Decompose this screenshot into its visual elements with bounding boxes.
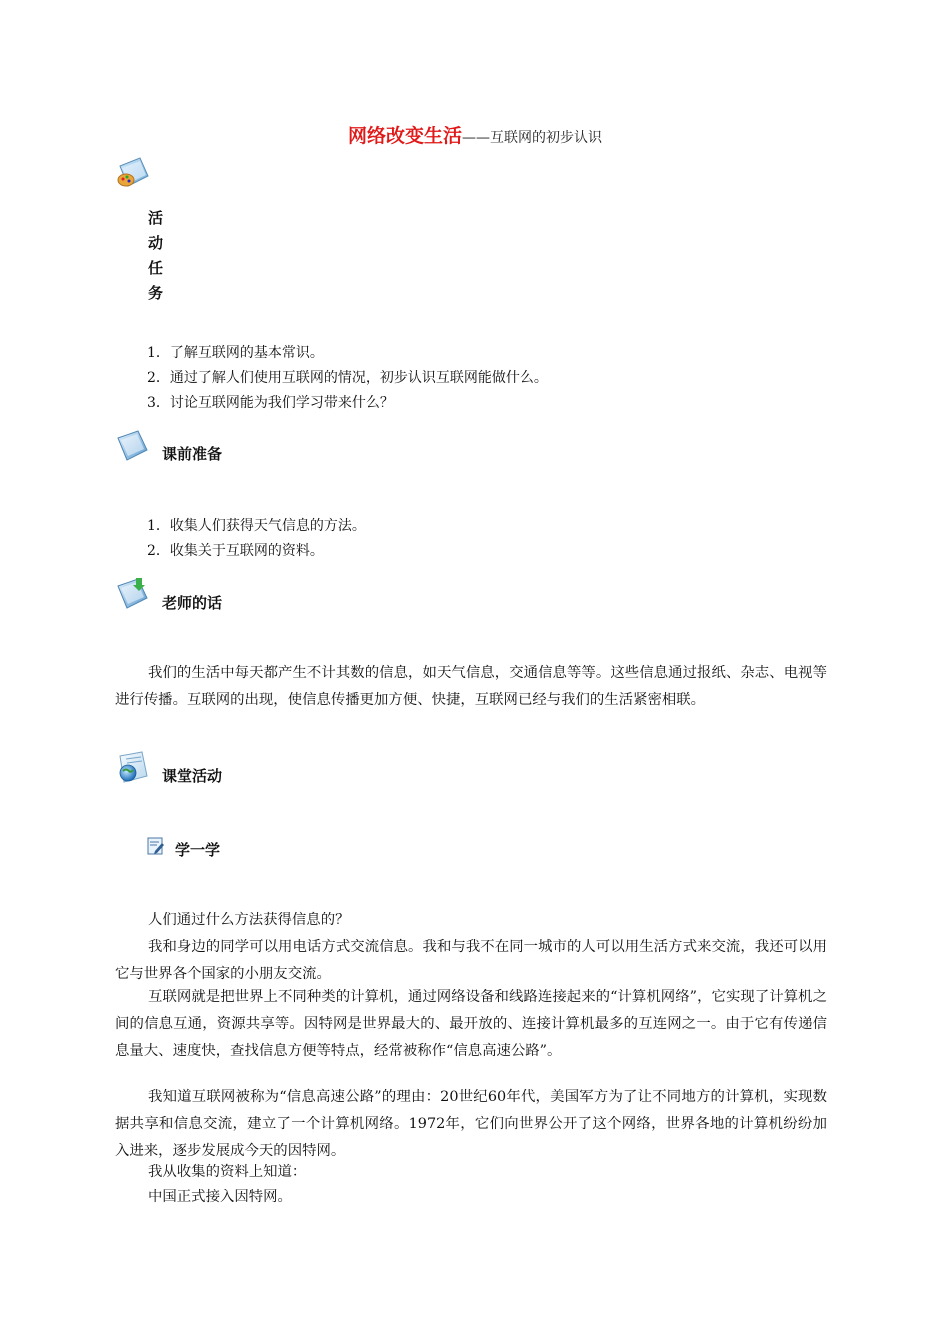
activity-task-heading: [148, 206, 168, 306]
list-item: 2．通过了解人们使用互联网的情况，初步认识互联网能做什么。: [147, 370, 548, 386]
preparation-heading: 课前准备: [162, 445, 223, 463]
heading-char: 动: [148, 234, 164, 252]
title-main: 网络改变生活: [347, 125, 462, 147]
list-item: 3．讨论互联网能为我们学习带来什么？: [147, 395, 394, 411]
list-item: 2．收集关于互联网的资料。: [147, 543, 324, 559]
palette-folder-icon: [114, 156, 148, 190]
heading-char: 务: [148, 284, 164, 302]
paragraph: 我从收集的资料上知道：: [148, 1164, 307, 1180]
learn-heading: 学一学: [175, 841, 221, 859]
list-item: 1．了解互联网的基本常识。: [147, 345, 324, 361]
list-item: 1．收集人们获得天气信息的方法。: [147, 518, 366, 534]
document-edit-icon: [147, 837, 165, 855]
globe-document-icon: [114, 750, 148, 784]
folder-download-icon: [114, 576, 148, 610]
folder-icon: [114, 428, 148, 462]
paragraph: 我知道互联网被称为“信息高速公路”的理由：20世纪60年代，美国军方为了让不同地方的计算机，实现数据共享和信息交流，建立了一个计算机网络。1972年，它们向世界公开了这个网络，世界各地的计算机纷纷加入进来，逐步发展成今天的因特网。: [115, 1089, 827, 1159]
question-line: 人们通过什么方法获得信息的？: [148, 912, 350, 928]
paragraph: 我和身边的同学可以用电话方式交流信息。我和与我不在同一城市的人可以用生活方式来交流，我还可以用它与世界各个国家的小朋友交流。: [115, 939, 827, 982]
teacher-words-paragraph: 我们的生活中每天都产生不计其数的信息，如天气信息，交通信息等等。这些信息通过报纸、杂志、电视等进行传播。互联网的出现，使信息传播更加方便、快捷，互联网已经与我们的生活紧密相联。: [115, 665, 827, 708]
paragraph: 中国正式接入因特网。: [148, 1189, 292, 1205]
page-title: [0, 124, 950, 150]
class-activity-heading: 课堂活动: [162, 767, 223, 785]
heading-char: 任: [148, 259, 164, 277]
paragraph: 互联网就是把世界上不同种类的计算机，通过网络设备和线路连接起来的“计算机网络”，它实现了计算机之间的信息互通，资源共享等。因特网是世界最大的、最开放的、连接计算机最多的互连网之一。由于它有传递信息量大、速度快，查找信息方便等特点，经常被称作“信息高速公路”。: [115, 989, 827, 1059]
teacher-words-heading: 老师的话: [162, 594, 223, 612]
title-sub: ——互联网的初步认识: [462, 130, 602, 146]
heading-char: 活: [148, 209, 164, 227]
